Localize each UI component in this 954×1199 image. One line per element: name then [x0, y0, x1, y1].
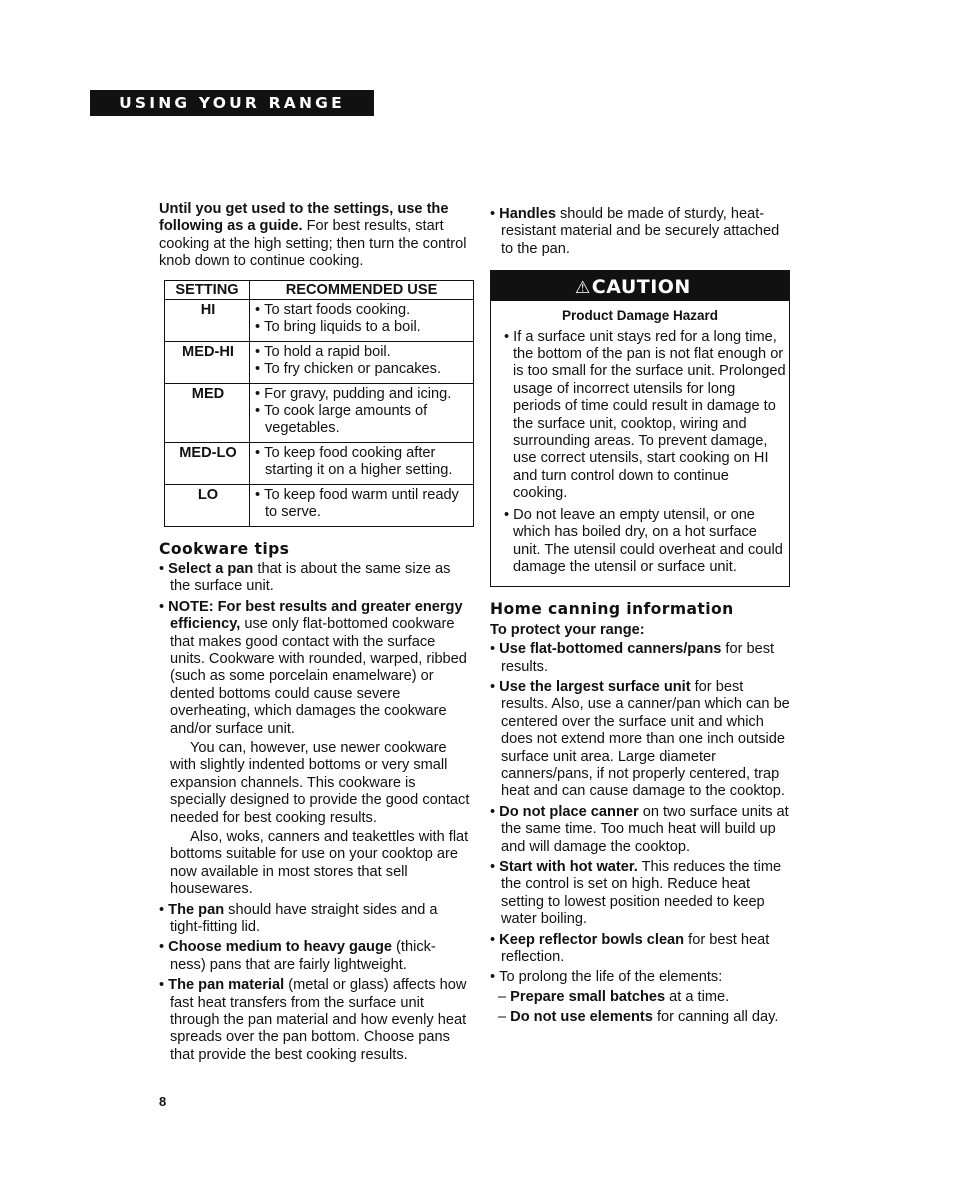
- sub-list-item: – Do not use elements for canning all day.: [498, 1009, 779, 1026]
- list-item: [490, 641, 794, 676]
- list-item: [159, 561, 471, 596]
- list-item: [159, 977, 471, 1064]
- list-item: • To prolong the life of the elements:: [490, 969, 794, 986]
- caution-title: Product Damage Hazard: [561, 308, 719, 324]
- use-item: • To fry chicken or pancakes.: [255, 361, 470, 378]
- handles-text: should be made of sturdy, heat-resistant material and be securely attached to the pan.: [501, 206, 780, 257]
- sub-text: at a time.: [665, 988, 730, 1005]
- tip-bold: Select a pan: [168, 560, 254, 577]
- paragraph: You can, however, use newer cookware with slightly indented bottoms or very small expansion channels. This cookware is specially designed to provide the good contact needed for best cooking results.: [170, 739, 470, 826]
- table-row: [165, 383, 474, 442]
- item-bold: Use the largest surface unit: [499, 678, 691, 695]
- table-row: [165, 442, 474, 484]
- tip-text: should have straight sides and a tight-fitting lid.: [170, 901, 438, 936]
- use-cell: [250, 383, 474, 442]
- list-item: [159, 599, 471, 738]
- table-row: [165, 484, 474, 526]
- intro-paragraph: [159, 201, 471, 271]
- use-item: • To cook large amounts of vegetables.: [255, 403, 470, 438]
- item-bold: Keep reflector bowls clean: [499, 931, 685, 948]
- item-bold: Do not place canner: [499, 803, 639, 820]
- list-item: [490, 804, 794, 856]
- cookware-tips-heading: Cookware tips: [159, 539, 290, 558]
- list-item: [490, 859, 794, 929]
- list-item: [159, 902, 471, 937]
- setting-cell: MED: [165, 383, 250, 442]
- list-item: • If a surface unit stays red for a long time, the bottom of the pan is not flat enough or is too small for the surface unit. Prolonged usage of incorrect utensils for long periods of time could result in damage to the surface unit, cooktop, wiring and surrounding areas. To prevent damage, use correct utensils, start cooking on HI and turn control down to continue cooking.: [491, 329, 789, 503]
- caution-box: [490, 270, 790, 587]
- use-item: • To keep food warm until ready to serve.: [255, 487, 470, 522]
- intro-text: For best results, start cooking at the high setting; then turn the control knob down to continue cooking.: [159, 218, 467, 270]
- use-item: • To hold a rapid boil.: [255, 344, 470, 361]
- setting-cell: HI: [165, 300, 250, 342]
- section-banner: USING YOUR RANGE: [90, 90, 374, 116]
- column-header-setting: SETTING: [165, 280, 250, 299]
- sub-list-item: – Prepare small batches at a time.: [498, 988, 730, 1005]
- list-item: [159, 939, 471, 974]
- caution-header: [491, 271, 789, 301]
- home-canning-subheading: To protect your range:: [490, 621, 645, 638]
- tip-bold: NOTE: For best results and greater energy efficiency,: [168, 598, 463, 633]
- caution-label: CAUTION: [591, 276, 691, 299]
- list-item: • Do not leave an empty utensil, or one which has boiled dry, on a hot surface unit. The utensil could overheat and could damage the utensil or surface unit.: [491, 507, 789, 577]
- use-item: • To bring liquids to a boil.: [255, 319, 470, 336]
- handles-bold: Handles: [499, 206, 556, 222]
- use-cell: [250, 484, 474, 526]
- use-cell: [250, 300, 474, 342]
- sub-bold: Prepare small batches: [510, 988, 666, 1005]
- list-item: [490, 932, 794, 967]
- use-item: • For gravy, pudding and icing.: [255, 386, 470, 403]
- use-item: • To start foods cooking.: [255, 302, 470, 319]
- item-text: on two surface units at the same time. Too much heat will build up and will damage the cooktop.: [501, 803, 789, 855]
- tip-text: use only flat-bottomed cookware that makes good contact with the surface units. Cookware with rounded, warped, ribbed (such as some porcelain enamelware) or dented bottoms could cause severe overheating, which damages the cookware and/or surface unit.: [170, 616, 467, 737]
- table-header-row: [165, 280, 474, 299]
- tip-bold: The pan: [168, 901, 225, 918]
- settings-table: [164, 280, 474, 527]
- item-text: for best results. Also, use a canner/pan which can be centered over the surface unit and which does not extend more than one inch outside surface unit area. Large diameter canners/pans, if not properly centered, trap heat and can cause damage to the cooktop.: [501, 678, 790, 800]
- list-item: [490, 206, 794, 258]
- use-cell: [250, 442, 474, 484]
- left-column: [159, 201, 471, 1067]
- intro-bold: Until you get used to the settings, use the following as a guide.: [159, 201, 449, 235]
- item-text: This reduces the time the control is set on high. Reduce heat setting to lowest position needed to keep water boiling.: [501, 859, 782, 928]
- item-text: for best heat reflection.: [501, 931, 770, 966]
- warning-triangle-icon: ⚠: [575, 278, 591, 299]
- paragraph: Also, woks, canners and teakettles with flat bottoms suitable for use on your cooktop are now available in most stores that sell housewares.: [170, 829, 469, 898]
- setting-cell: MED-LO: [165, 442, 250, 484]
- use-cell: [250, 341, 474, 383]
- table-row: [165, 300, 474, 342]
- tip-text: (thick-ness) pans that are fairly lightweight.: [170, 939, 436, 973]
- use-item: • To keep food cooking after starting it on a higher setting.: [255, 445, 470, 480]
- right-column: [490, 206, 794, 1027]
- list-item: [490, 679, 794, 801]
- setting-cell: LO: [165, 484, 250, 526]
- tip-text: (metal or glass) affects how fast heat transfers from the surface unit through the pan material and how evenly heat spreads over the pan bottom. Choose pans that provide the best cooking results.: [170, 977, 467, 1063]
- item-bold: Start with hot water.: [499, 859, 638, 875]
- home-canning-heading: Home canning information: [490, 600, 734, 619]
- sub-text: for canning all day.: [652, 1009, 779, 1026]
- tip-bold: Choose medium to heavy gauge: [168, 939, 392, 956]
- column-header-recommended-use: RECOMMENDED USE: [250, 280, 474, 299]
- table-row: [165, 341, 474, 383]
- tip-bold: The pan material: [168, 977, 285, 994]
- item-text: for best results.: [501, 641, 775, 675]
- setting-cell: MED-HI: [165, 341, 250, 383]
- item-bold: Use flat-bottomed canners/pans: [499, 641, 722, 658]
- tip-text: that is about the same size as the surface unit.: [170, 560, 451, 595]
- page-number: 8: [159, 1094, 167, 1109]
- sub-bold: Do not use elements: [510, 1009, 653, 1026]
